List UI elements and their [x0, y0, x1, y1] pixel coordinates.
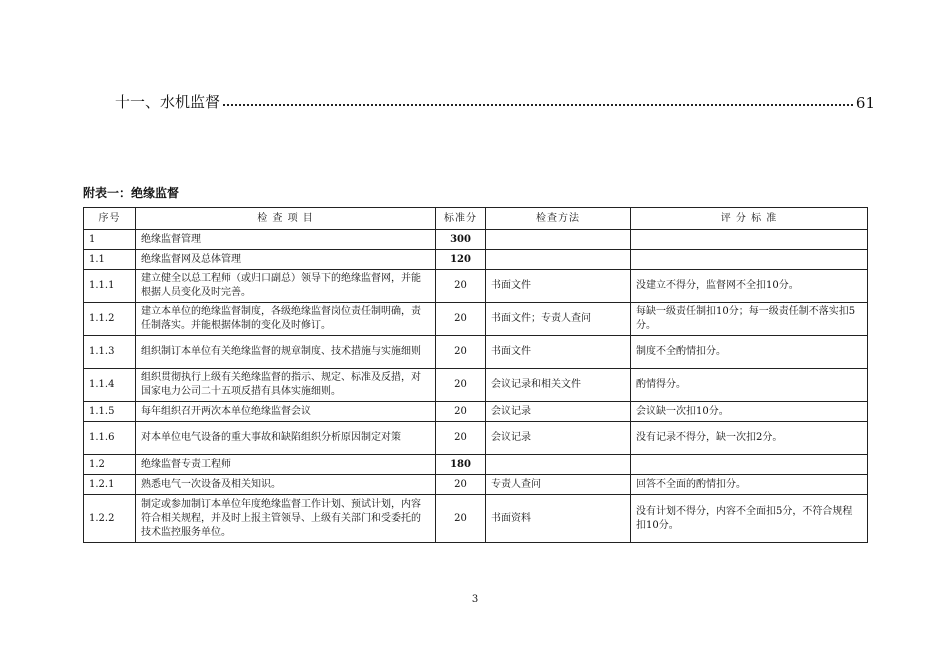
toc-entry — [115, 88, 875, 112]
row-criteria — [631, 250, 868, 270]
row-item: 组织制订本单位有关绝缘监督的规章制度、技术措施与实施细则 — [136, 336, 436, 369]
row-score: 20 — [436, 475, 486, 495]
table-row — [84, 270, 868, 303]
row-no: 1.1.3 — [84, 336, 136, 369]
row-item: 绝缘监督管理 — [136, 230, 436, 250]
header-method: 检查方法 — [486, 208, 631, 230]
table-row — [84, 336, 868, 369]
row-no: 1.2.1 — [84, 475, 136, 495]
row-item: 每年组织召开两次本单位绝缘监督会议 — [136, 402, 436, 422]
row-no: 1.1.4 — [84, 369, 136, 402]
toc-leader-dots — [223, 104, 853, 106]
row-no: 1.1.6 — [84, 422, 136, 455]
header-item: 检 查 项 目 — [136, 208, 436, 230]
row-method: 书面文件 — [486, 336, 631, 369]
row-method — [486, 455, 631, 475]
row-method — [486, 230, 631, 250]
row-no: 1.1 — [84, 250, 136, 270]
toc-title: 十一、水机监督 — [115, 93, 221, 111]
row-item: 建立本单位的绝缘监督制度，各级绝缘监督岗位责任制明确，责任制落实。并能根据体制的变化及时修订。 — [136, 303, 436, 336]
row-criteria: 会议缺一次扣10分。 — [631, 402, 868, 422]
row-no: 1.1.2 — [84, 303, 136, 336]
row-criteria — [631, 455, 868, 475]
row-no: 1.2.2 — [84, 495, 136, 543]
header-score: 标准分 — [436, 208, 486, 230]
row-score: 20 — [436, 270, 486, 303]
table-header-row — [84, 208, 868, 230]
row-item: 绝缘监督网及总体管理 — [136, 250, 436, 270]
row-item: 组织贯彻执行上级有关绝缘监督的指示、规定、标准及反措，对国家电力公司二十五项反措有具体实施细则。 — [136, 369, 436, 402]
row-method: 书面文件；专责人查问 — [486, 303, 631, 336]
row-score: 20 — [436, 303, 486, 336]
row-score: 120 — [436, 250, 486, 270]
row-item: 对本单位电气设备的重大事故和缺陷组织分析原因制定对策 — [136, 422, 436, 455]
row-item: 制定或参加制订本单位年度绝缘监督工作计划、预试计划，内容符合相关规程，并及时上报主管领导、上级有关部门和受委托的技术监控服务单位。 — [136, 495, 436, 543]
row-score: 300 — [436, 230, 486, 250]
row-criteria: 没有计划不得分，内容不全面扣5分，不符合规程扣10分。 — [631, 495, 868, 543]
row-score: 20 — [436, 422, 486, 455]
table-row — [84, 230, 868, 250]
row-score: 20 — [436, 369, 486, 402]
row-method: 书面文件 — [486, 270, 631, 303]
row-score: 180 — [436, 455, 486, 475]
page-number: 3 — [471, 594, 479, 605]
row-method: 书面资料 — [486, 495, 631, 543]
table-row — [84, 303, 868, 336]
row-method: 会议记录和相关文件 — [486, 369, 631, 402]
table-row — [84, 455, 868, 475]
row-no: 1.1.1 — [84, 270, 136, 303]
row-score: 20 — [436, 495, 486, 543]
table-row — [84, 250, 868, 270]
row-method: 会议记录 — [486, 422, 631, 455]
row-criteria: 酌情得分。 — [631, 369, 868, 402]
row-no: 1.2 — [84, 455, 136, 475]
table-heading: 附表一：绝缘监督 — [83, 186, 180, 200]
row-score: 20 — [436, 402, 486, 422]
row-criteria: 制度不全酌情扣分。 — [631, 336, 868, 369]
row-criteria: 回答不全面的酌情扣分。 — [631, 475, 868, 495]
row-item: 熟悉电气一次设备及相关知识。 — [136, 475, 436, 495]
row-score: 20 — [436, 336, 486, 369]
row-criteria: 没建立不得分，监督网不全扣10分。 — [631, 270, 868, 303]
table-row — [84, 402, 868, 422]
row-no: 1 — [84, 230, 136, 250]
table-row — [84, 369, 868, 402]
row-item: 绝缘监督专责工程师 — [136, 455, 436, 475]
row-method: 专责人查问 — [486, 475, 631, 495]
row-method: 会议记录 — [486, 402, 631, 422]
table-row — [84, 475, 868, 495]
row-criteria: 每缺一级责任制扣10分；每一级责任制不落实扣5分。 — [631, 303, 868, 336]
row-method — [486, 250, 631, 270]
row-no: 1.1.5 — [84, 402, 136, 422]
toc-page-number: 61 — [855, 94, 875, 112]
row-criteria — [631, 230, 868, 250]
row-item: 建立健全以总工程师（或归口副总）领导下的绝缘监督网，并能根据人员变化及时完善。 — [136, 270, 436, 303]
header-no: 序号 — [84, 208, 136, 230]
insulation-supervision-table — [83, 207, 868, 543]
table-row — [84, 495, 868, 543]
row-criteria: 没有记录不得分，缺一次扣2分。 — [631, 422, 868, 455]
header-criteria: 评 分 标 准 — [631, 208, 868, 230]
table-row — [84, 422, 868, 455]
